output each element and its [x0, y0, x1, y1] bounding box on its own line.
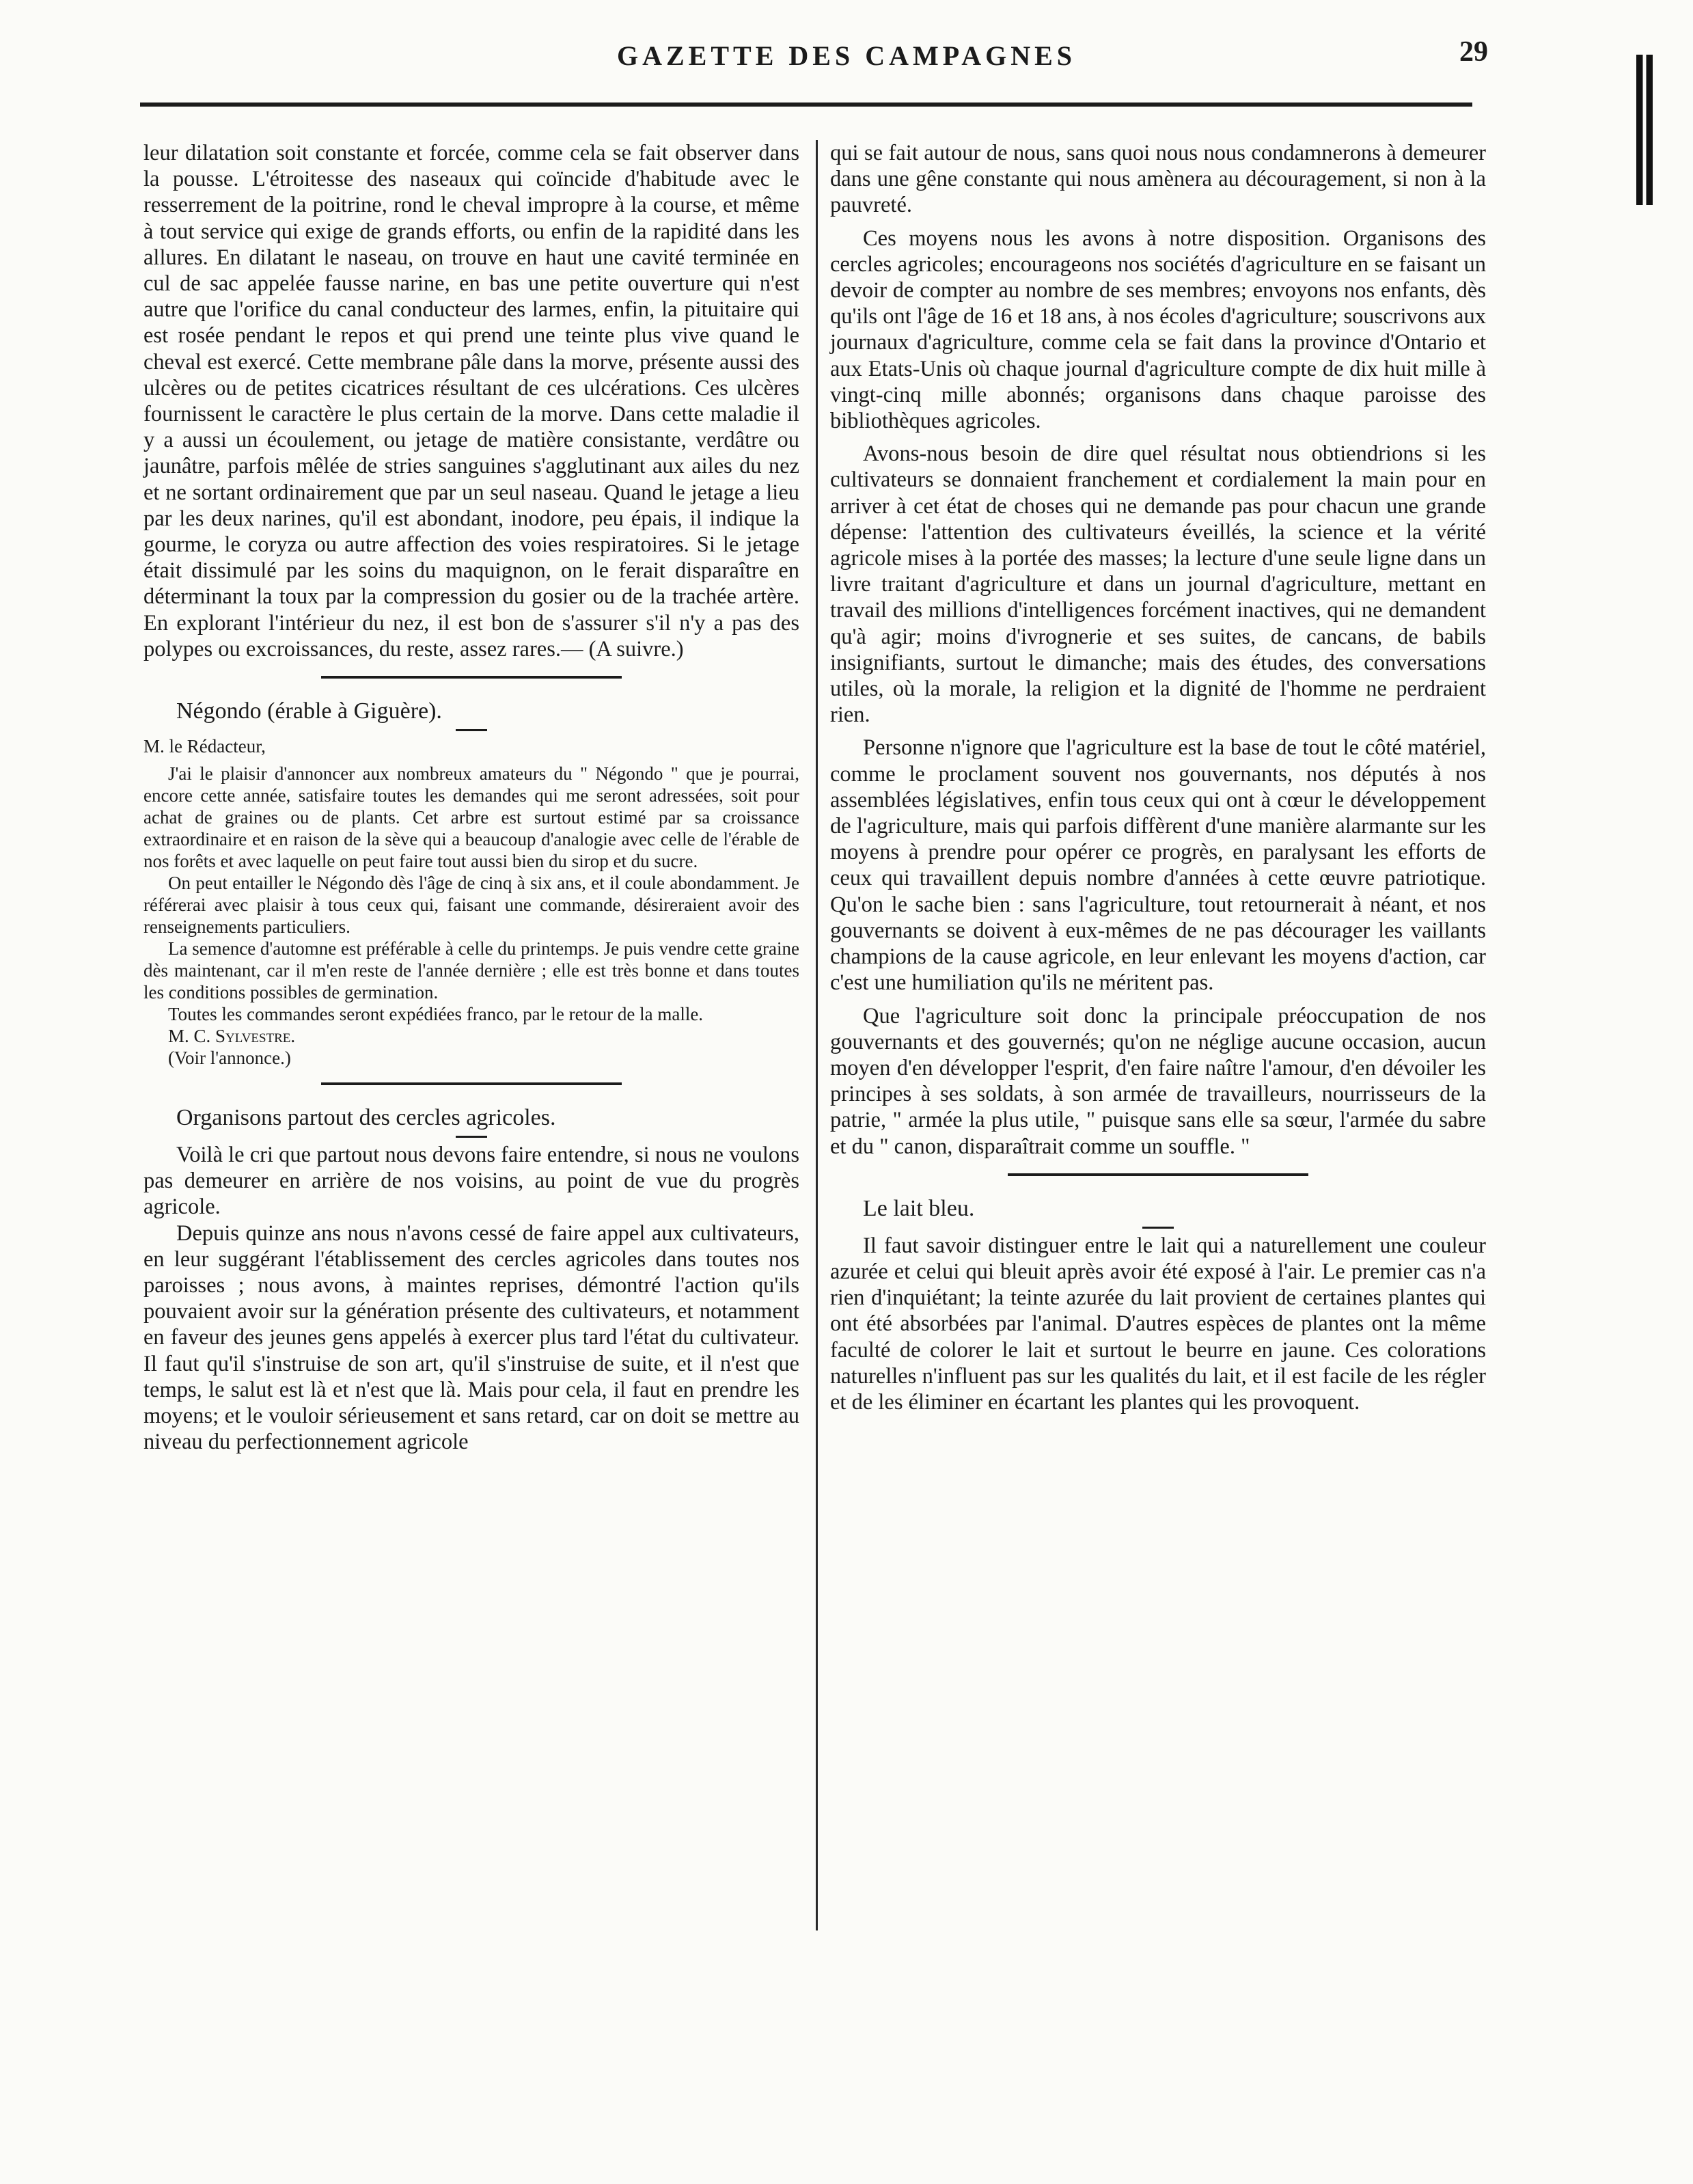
header-rule [140, 103, 1472, 107]
section-rule [321, 1082, 622, 1085]
section-rule [321, 676, 622, 679]
lait-bleu-title: Le lait bleu. [863, 1195, 975, 1221]
letter-paragraph: On peut entailler le Négondo dès l'âge de cinq à six ans, et il coule abondamment. Je référerai avec plaisir à tous ceux qui, faisant une commande, désireraient avoir des renseignements particuliers. [143, 873, 799, 938]
right-column [830, 140, 1486, 1415]
letter-salutation: M. le Rédacteur, [143, 736, 266, 757]
page-number: 29 [1459, 36, 1488, 68]
negondo-letter [143, 735, 799, 1069]
page-header-title: GAZETTE DES CAMPAGNES [616, 40, 1076, 71]
letter-paragraph: Toutes les commandes seront expédiées franco, par le retour de la malle. [168, 1004, 704, 1025]
margin-binding-mark [1636, 55, 1653, 205]
cercles-paragraph: Depuis quinze ans nous n'avons cessé de faire appel aux cultivateurs, en leur suggérant l'établissement des cercles agricoles dans toutes nos paroisses ; nous avons, à maintes reprises, démontré l'action qu'ils pouvaient avoir sur la génération présente des cultivateurs, et notamment en faveur des jeunes gens appelés à exercer plus tard l'état du cultivateur. Il faut qu'il s'instruise de son art, qu'il s'instruise de suite, et il n'est que temps, le salut est là et n'est que là. Mais pour cela, il faut en prendre les moyens; et le vouloir sérieusement et sans retard, car on doit se mettre au niveau du perfectionnement agricole [143, 1220, 799, 1455]
column-divider [816, 140, 818, 1930]
section-rule [1008, 1173, 1308, 1176]
title-rule [456, 729, 487, 731]
cercles-paragraph: Personne n'ignore que l'agriculture est la base de tout le côté matériel, comme le proclament souvent nos gouvernants, nos députés à nos assemblées législatives, enfin tous ceux qui ont à cœur le développement de l'agriculture, mais qui parfois diffèrent d'une manière alarmante sur les moyens à prendre pour opérer ce progrès, en paralysant les efforts de ceux qui travaillent depuis nombre d'années à cette œuvre patriotique. Qu'on le sache bien : sans l'agriculture, tout retournerait à néant, et nos gouvernants se doivent à eux-mêmes de ne pas décourager les vaillants champions de la cause agricole, en leur enlevant les moyens d'action, car c'est une humiliation qu'ils ne méritent pas. [830, 735, 1486, 996]
cercles-paragraph: Voilà le cri que partout nous devons faire entendre, si nous ne voulons pas demeurer en arrière de nos voisins, au point de vue du progrès agricole. [143, 1143, 799, 1220]
cercles-continuation-paragraph: qui se fait autour de nous, sans quoi nous nous condamnerons à demeurer dans une gêne constante qui nous amènera au découragement, si non à la pauvreté. [830, 141, 1486, 218]
letter-paragraph: La semence d'automne est préférable à celle du printemps. Je puis vendre cette graine dès maintenant, car il m'en reste de l'année dernière ; elle est très bonne et dans toutes les conditions possibles de germination. [143, 938, 799, 1003]
letter-paragraph: J'ai le plaisir d'annoncer aux nombreux amateurs du " Négondo " que je pourrai, encore cette année, satisfaire toutes les demandes qui me seront adressées, soit pour achat de graines ou de plants. Cet arbre est surtout estimé par sa croissance extraordinaire et en raison de la sève qui a beaucoup d'analogie avec celle de l'érable de nos forêts et avec laquelle on peut faire tout aussi bien du sirop et du sucre. [143, 763, 799, 872]
letter-note: (Voir l'annonce.) [168, 1048, 291, 1069]
title-rule [1142, 1227, 1174, 1229]
cercles-title: Organisons partout des cercles agricoles. [176, 1105, 556, 1131]
cercles-paragraph: Avons-nous besoin de dire quel résultat nous obtiendrions si les cultivateurs se donnaient franchement et cordialement la main pour en arriver à cet état de choses qui ne demande pas pour chacun une grande dépense: l'attention des cultivateurs éveillés, la science et la vérité agricole mises à la portée des masses; la lecture d'une seule ligne dans un livre traitant d'agriculture et dans un journal d'agriculture, mettant en travail des millions d'intelligences forcément inactives, qui ne demandent qu'à agir; moins d'ivrognerie et ses suites, de cancans, de babils insignifiants, surtout le dimanche; mais des études, des conversations utiles, où la morale, la religion et la dignité de l'homme ne perdraient rien. [830, 441, 1486, 728]
left-column [143, 140, 799, 1456]
cercles-paragraph: Que l'agriculture soit donc la principale préoccupation de nos gouvernants et des gouvernés; qu'on ne néglige aucune occasion, aucun moyen d'en développer l'esprit, d'en faire naître l'amour, d'en dévoiler les principes à ses soldats, à son armée de travailleurs, nourrisseurs de la patrie, " armée la plus utile, " puisque sans elle sa sœur, l'armée du sabre et du " canon, disparaîtrait comme un souffle. " [830, 1003, 1486, 1159]
title-rule [456, 1136, 487, 1138]
letter-signature: M. C. Sylvestre. [168, 1026, 296, 1047]
article-continuation-paragraph: leur dilatation soit constante et forcée, comme cela se fait observer dans la pousse. L'étroitesse des naseaux qui coïncide d'habitude avec le resserrement de la poitrine, rond le cheval impropre à la course, et même à tout service qui exige de grands efforts, ou enfin de la rapidité dans les allures. En dilatant le naseau, on trouve en haut une cavité terminée en cul de sac appelée fausse narine, en bas une petite ouverture qui n'est autre que l'orifice du canal conducteur des larmes, enfin, la pituitaire qui est rosée pendant le repos et qui prend une teinte plus vive quand le cheval est exercé. Cette membrane pâle dans la morve, présente aussi des ulcères ou de petites cicatrices résultant de ces ulcérations. Ces ulcères fournissent le caractère le plus certain de la morve. Dans cette maladie il y a aussi un écoulement, ou jetage de matière consistante, verdâtre ou jaunâtre, parfois mêlée de stries sanguines s'agglutinant aux ailes du nez et ne sortant ordinairement que par un seul naseau. Quand le jetage a lieu par les deux narines, qu'il est abondant, inodore, peu épais, il indique la gourme, le coryza ou autre affection des voies respiratoires. Si le jetage était dissimulé par les soins du maquignon, on le ferait disparaître en déterminant la toux par la compression du gosier ou de la trachée artère. En explorant l'intérieur du nez, il est bon de s'assurer s'il n'y a pas des polypes ou excroissances, du reste, assez rares.— (A suivre.) [143, 141, 799, 661]
lait-bleu-paragraph: Il faut savoir distinguer entre le lait qui a naturellement une couleur azurée et celui qui bleuit après avoir été exposé à l'air. Le premier cas n'a rien d'inquiétant; la teinte azurée du lait provient de certaines plantes qui ont été absorbées par l'animal. D'autres espèces de plantes ont la même faculté de colorer le lait et surtout le beurre en jaune. Ces colorations naturelles n'influent pas sur les qualités du lait, et il est facile de les régler et de les éliminer en écartant les plantes qui les provoquent. [830, 1233, 1486, 1415]
cercles-paragraph: Ces moyens nous les avons à notre disposition. Organisons des cercles agricoles; encourageons nos sociétés d'agriculture en se faisant un devoir de compter au nombre de ses membres; envoyons nos enfants, dès qu'ils ont l'âge de 16 et 18 ans, à nos écoles d'agriculture; souscrivons aux journaux d'agriculture, comme cela se fait dans la province d'Ontario et aux Etats-Unis où chaque journal d'agriculture compte de dix huit mille à vingt-cinq mille abonnés; organisons dans chaque paroisse des bibliothèques agricoles. [830, 226, 1486, 434]
negondo-title: Négondo (érable à Giguère). [176, 698, 442, 724]
